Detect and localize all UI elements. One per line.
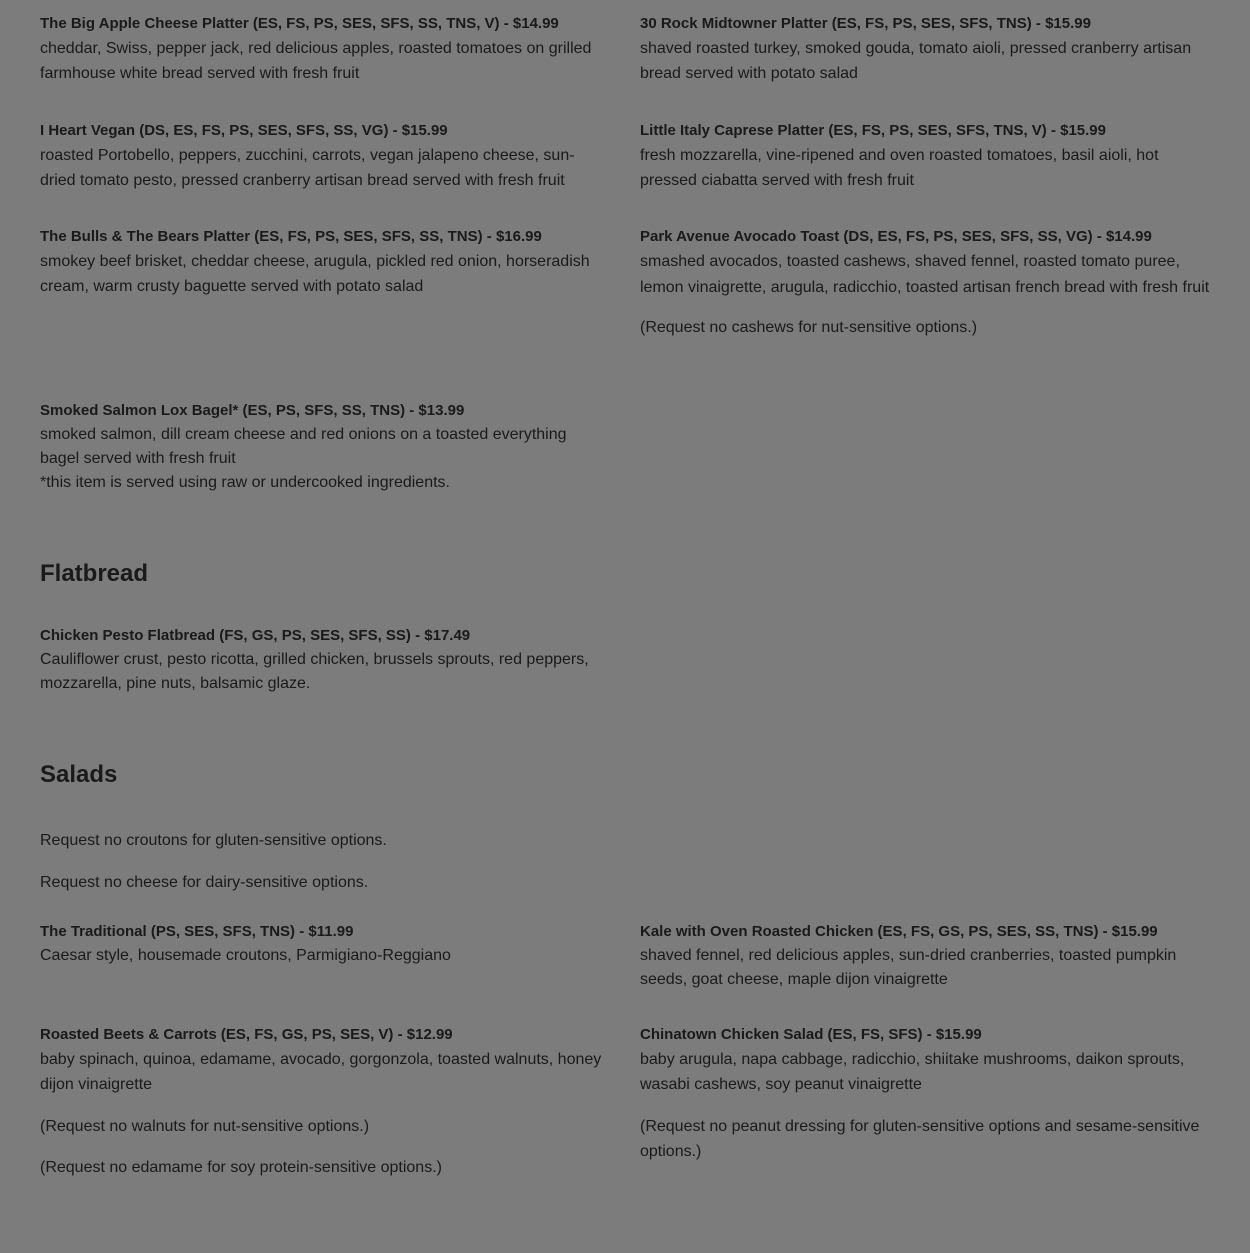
item-title: Park Avenue Avocado Toast (DS, ES, FS, PS, SES, SFS, SS, VG) - $14.99 — [640, 228, 1152, 245]
item-description: cheddar, Swiss, pepper jack, red delicious apples, roasted tomatoes on grilled farmhouse white bread served with fresh fruit — [40, 40, 592, 82]
item-title: Little Italy Caprese Platter (ES, FS, PS, SES, SFS, TNS, V) - $15.99 — [640, 122, 1106, 139]
item-title: 30 Rock Midtowner Platter (ES, FS, PS, SES, SFS, TNS) - $15.99 — [640, 15, 1091, 32]
menu-item-heart-vegan — [40, 121, 610, 193]
item-description: Cauliflower crust, pesto ricotta, grilled chicken, brussels sprouts, red peppers, mozzarella, pine nuts, balsamic glaze. — [40, 651, 589, 692]
item-title: Kale with Oven Roasted Chicken (ES, FS, GS, PS, SES, SS, TNS) - $15.99 — [640, 923, 1158, 940]
item-title: Smoked Salmon Lox Bagel* (ES, PS, SFS, SS, TNS) - $13.99 — [40, 402, 465, 419]
menu-item-chinatown — [640, 1025, 1215, 1164]
menu-item-traditional — [40, 922, 610, 968]
menu-item-beets-carrots — [40, 1025, 610, 1180]
item-description: smashed avocados, toasted cashews, shaved fennel, roasted tomato puree, lemon vinaigrette, arugula, radicchio, toasted artisan french bread with fresh fruit — [640, 253, 1210, 296]
item-description: roasted Portobello, peppers, zucchini, carrots, vegan jalapeno cheese, sun-dried tomato pesto, pressed cranberry artisan bread served with fresh fruit — [40, 147, 575, 189]
item-description: Caesar style, housemade croutons, Parmigiano-Reggiano — [40, 947, 451, 964]
item-note: (Request no peanut dressing for gluten-sensitive options and sesame-sensitive options.) — [640, 1118, 1200, 1160]
item-title: Chinatown Chicken Salad (ES, FS, SFS) - $15.99 — [640, 1026, 982, 1043]
menu-item-bulls-bears — [40, 227, 610, 299]
section-heading-salads: Salads — [40, 761, 118, 788]
menu-item-30-rock — [640, 14, 1215, 86]
item-description: fresh mozzarella, vine-ripened and oven roasted tomatoes, basil aioli, hot pressed ciabatta served with fresh fruit — [640, 147, 1159, 189]
item-note: (Request no edamame for soy protein-sensitive options.) — [40, 1159, 442, 1176]
item-description: baby spinach, quinoa, edamame, avocado, gorgonzola, toasted walnuts, honey dijon vinaigrette — [40, 1051, 602, 1093]
item-note: (Request no walnuts for nut-sensitive options.) — [40, 1118, 370, 1135]
menu-item-kale-chicken — [640, 922, 1215, 992]
item-description: shaved roasted turkey, smoked gouda, tomato aioli, pressed cranberry artisan bread served with potato salad — [640, 40, 1192, 82]
item-note: (Request no cashews for nut-sensitive options.) — [640, 319, 978, 336]
item-title: The Big Apple Cheese Platter (ES, FS, PS, SES, SFS, SS, TNS, V) - $14.99 — [40, 15, 559, 32]
salad-note-croutons: Request no croutons for gluten-sensitive options. — [40, 832, 387, 849]
item-title: Chicken Pesto Flatbread (FS, GS, PS, SES, SFS, SS) - $17.49 — [40, 627, 471, 644]
item-description: shaved fennel, red delicious apples, sun-dried cranberries, toasted pumpkin seeds, goat cheese, maple dijon vinaigrette — [640, 947, 1177, 988]
item-description: smokey beef brisket, cheddar cheese, arugula, pickled red onion, horseradish cream, warm crusty baguette served with potato salad — [40, 253, 590, 295]
menu-item-little-italy — [640, 121, 1215, 193]
item-description: baby arugula, napa cabbage, radicchio, shiitake mushrooms, daikon sprouts, wasabi cashews, soy peanut vinaigrette — [640, 1051, 1185, 1093]
menu-item-park-avenue — [640, 227, 1215, 340]
item-title: The Bulls & The Bears Platter (ES, FS, PS, SES, SFS, SS, TNS) - $16.99 — [40, 228, 542, 245]
item-description: smoked salmon, dill cream cheese and red onions on a toasted everything bagel served with fresh fruit — [40, 426, 567, 467]
item-note: *this item is served using raw or undercooked ingredients. — [40, 474, 450, 491]
menu-item-chicken-pesto — [40, 626, 610, 696]
menu-item-salmon-bagel — [40, 401, 610, 495]
item-title: I Heart Vegan (DS, ES, FS, PS, SES, SFS, SS, VG) - $15.99 — [40, 122, 448, 139]
salad-note-cheese: Request no cheese for dairy-sensitive options. — [40, 874, 369, 891]
item-title: Roasted Beets & Carrots (ES, FS, GS, PS, SES, V) - $12.99 — [40, 1026, 453, 1043]
section-heading-flatbread: Flatbread — [40, 560, 149, 587]
menu-item-big-apple — [40, 14, 610, 86]
item-title: The Traditional (PS, SES, SFS, TNS) - $11.99 — [40, 923, 354, 940]
